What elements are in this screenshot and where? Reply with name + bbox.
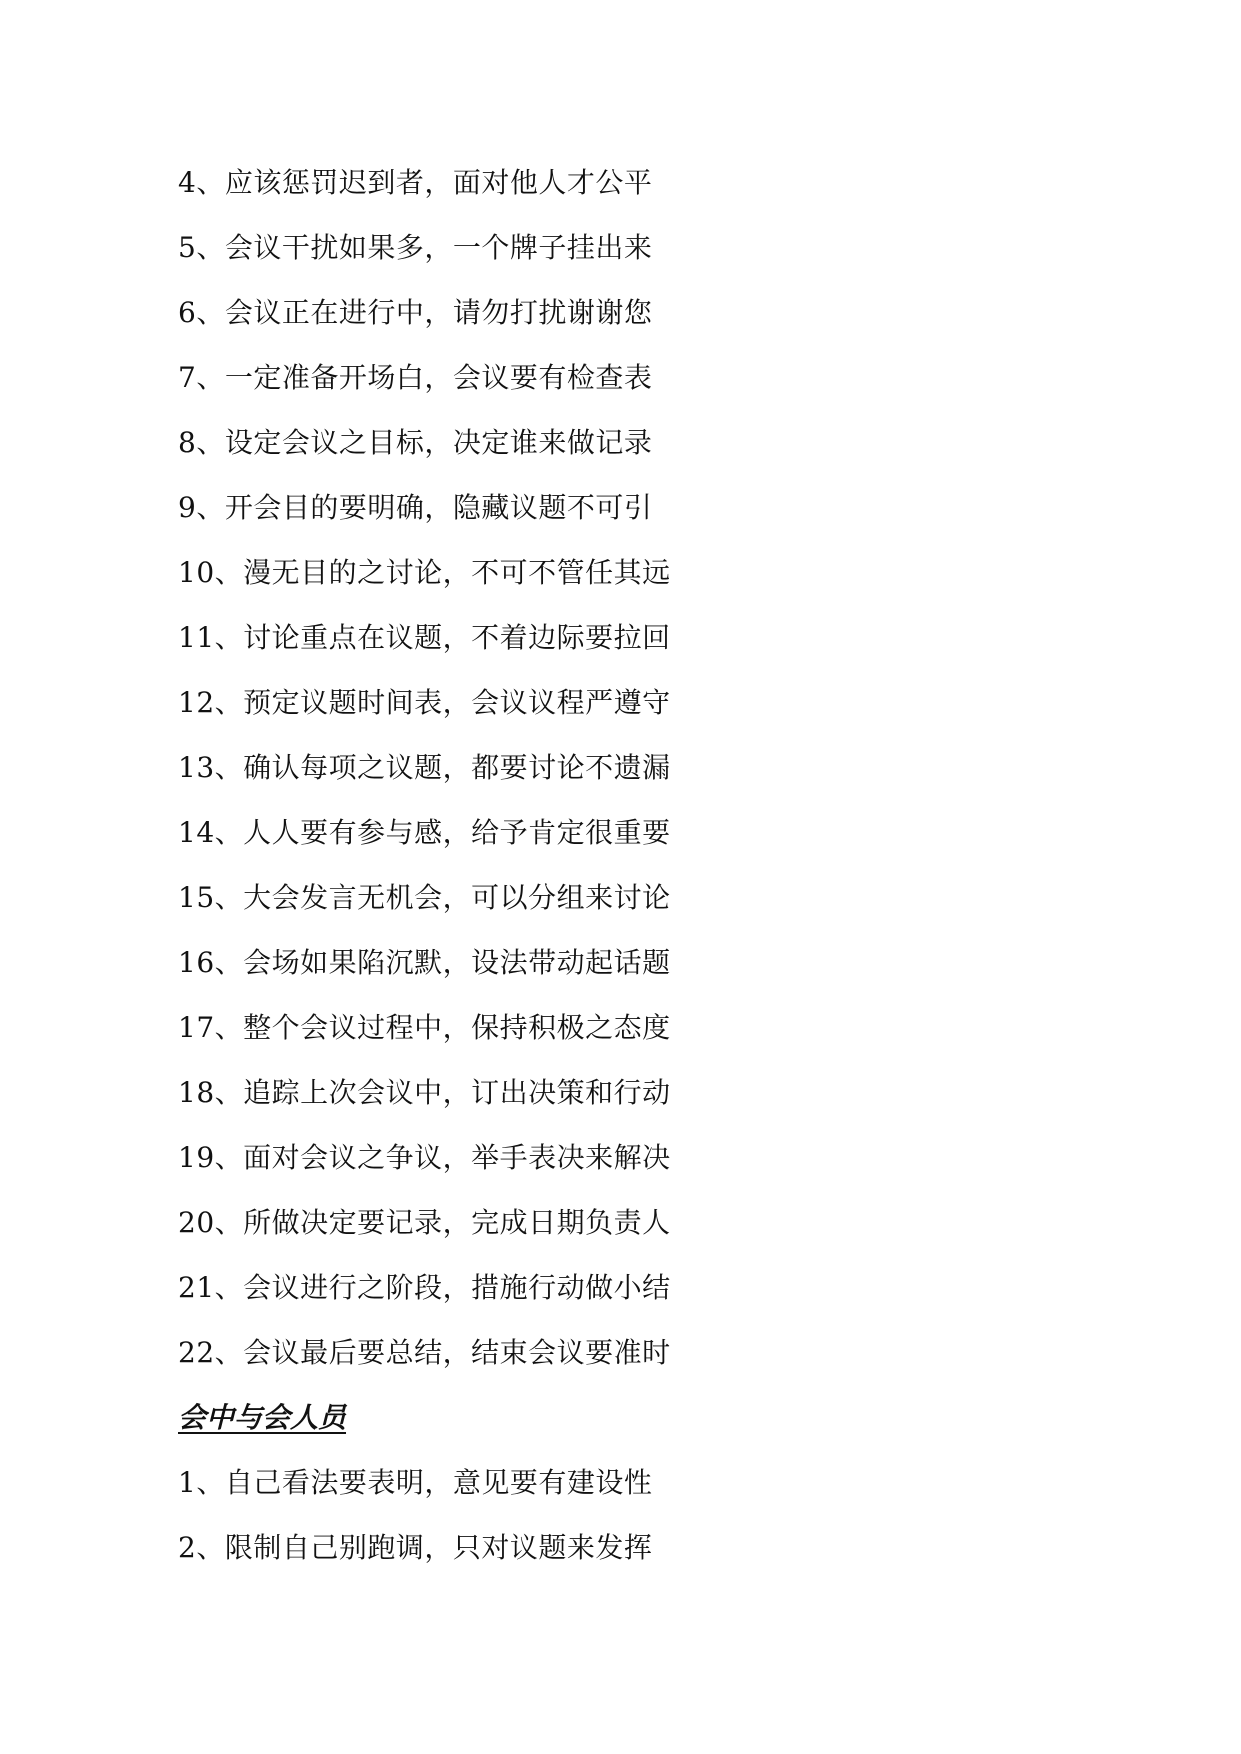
- list-item: 7、一定准备开场白，会议要有检查表: [178, 361, 653, 394]
- list-item: 6、会议正在进行中，请勿打扰谢谢您: [178, 296, 653, 329]
- list-item: 21、会议进行之阶段，措施行动做小结: [178, 1271, 671, 1304]
- list-item: 14、人人要有参与感，给予肯定很重要: [178, 816, 671, 849]
- list-item: 19、面对会议之争议，举手表决来解决: [178, 1141, 671, 1174]
- list-item: 5、会议干扰如果多，一个牌子挂出来: [178, 231, 653, 264]
- list-item: 11、讨论重点在议题，不着边际要拉回: [178, 621, 671, 654]
- list-item: 15、大会发言无机会，可以分组来讨论: [178, 881, 671, 914]
- list-item: 16、会场如果陷沉默，设法带动起话题: [178, 946, 671, 979]
- list-item: 12、预定议题时间表，会议议程严遵守: [178, 686, 671, 719]
- list-item: 1、自己看法要表明，意见要有建设性: [178, 1466, 653, 1499]
- list-item: 8、设定会议之目标，决定谁来做记录: [178, 426, 653, 459]
- list-item: 13、确认每项之议题，都要讨论不遗漏: [178, 751, 671, 784]
- list-item: 4、应该惩罚迟到者，面对他人才公平: [178, 166, 653, 199]
- list-item: 10、漫无目的之讨论，不可不管任其远: [178, 556, 671, 589]
- section-heading: 会中与会人员: [178, 1401, 347, 1434]
- document-body: [178, 150, 1178, 1580]
- list-item: 9、开会目的要明确，隐藏议题不可引: [178, 491, 653, 524]
- list-item: 22、会议最后要总结，结束会议要准时: [178, 1336, 671, 1369]
- list-item: 20、所做决定要记录，完成日期负责人: [178, 1206, 671, 1239]
- list-item: 17、整个会议过程中，保持积极之态度: [178, 1011, 671, 1044]
- list-item: 18、追踪上次会议中，订出决策和行动: [178, 1076, 671, 1109]
- list-item: 2、限制自己别跑调，只对议题来发挥: [178, 1531, 653, 1564]
